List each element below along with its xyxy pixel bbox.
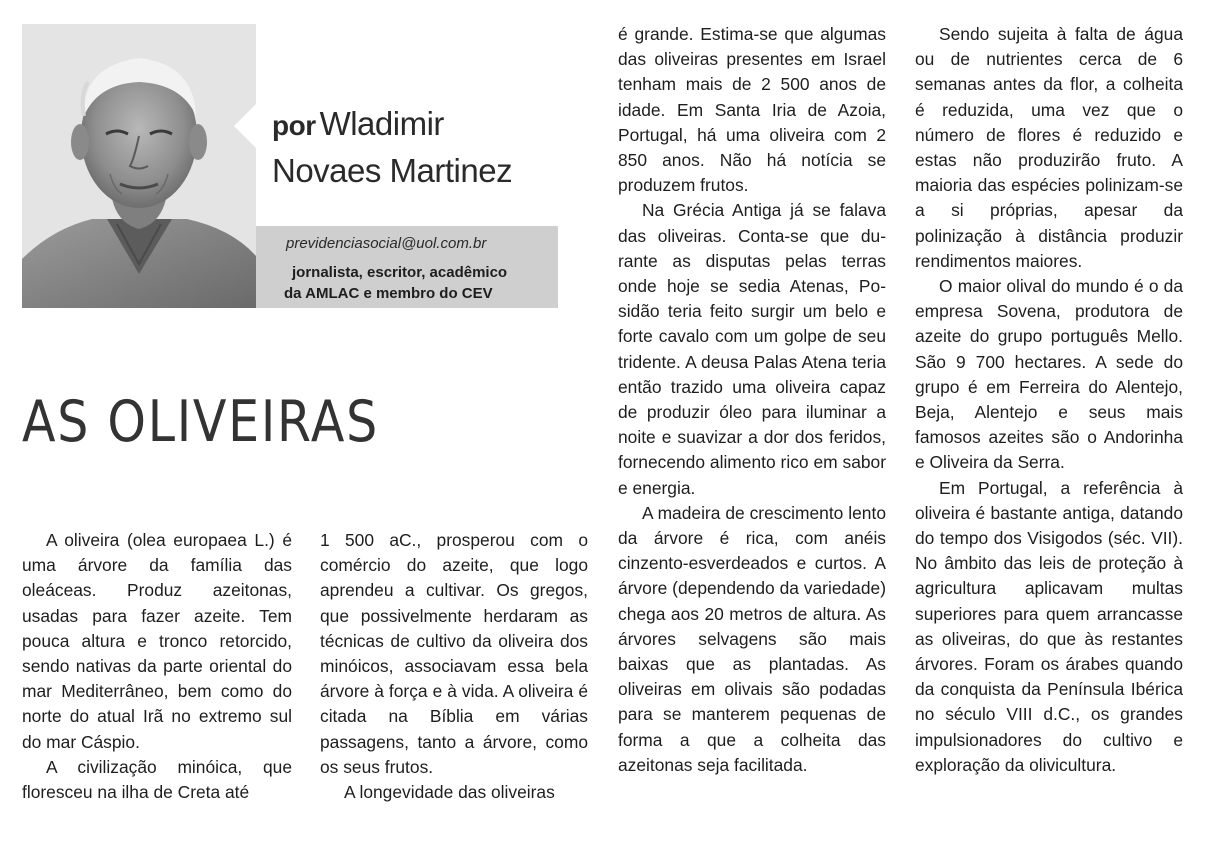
author-bio-line2: da AMLAC e membro do CEV bbox=[284, 285, 493, 302]
article-column-1 bbox=[22, 528, 292, 805]
author-last-name: Novaes Martinez bbox=[272, 152, 513, 189]
paragraph: 1 500 aC., prosperou com o comércio do azeite, que logo aprendeu a cultivar. Os gregos, que possivelmente herdaram as técnicas de cultivo da oliveira dos minóicos, associavam essa bela árvore à força e à vida. A oliveira é citada na Bíblia em várias passagens, tanto a árvore, como os seus frutos. bbox=[320, 530, 588, 777]
paragraph: Em Portugal, a referência à oliveira é bastante antiga, datando do tempo dos Visigodos (séc. VII). No âmbito das leis de proteção à agricultura aplicavam multas superiores para quem arrancasse as oliveiras, do que às restantes árvores. Foram os árabes quando da conquista da Península Ibérica no século VIII d.C., os grandes impulsionadores do cultivo e exploração da olivicultura. bbox=[915, 477, 1183, 775]
paragraph: Sendo sujeita à falta de água ou de nutrientes cerca de 6 semanas antes da flor, a colheita é reduzida, uma vez que o número de flores é reduzido e estas não produzirão fruto. A maioria das espécies polinizam-se a si próprias, apesar da polinização à distância produzir rendimentos maiores. bbox=[915, 24, 1183, 271]
paragraph: Na Grécia Antiga já se falava das oliveiras. Conta-se que durante as disputas pelas terras onde hoje se sedia Atenas, Posidão teria feito surgir um belo e forte cavalo com um golpe de seu tridente. A deusa Palas Atena teria então trazido uma oliveira capaz de produzir óleo para iluminar a noite e suavizar a dor dos feridos, fornecendo alimento rico em sabor e energia. bbox=[618, 200, 886, 498]
author-name-line1 bbox=[272, 104, 572, 151]
author-email: previdenciasocial@uol.com.br bbox=[286, 235, 487, 252]
paragraph: A longevidade das oliveiras bbox=[344, 782, 555, 803]
paragraph: O maior olival do mundo é o da empresa Sovena, produtora de azeite do grupo português Mello. São 9 700 hectares. A sede do grupo é em Ferreira do Alentejo, Beja, Alentejo e seus mais famosos azeites são o Andorinha e Oliveira da Serra. bbox=[915, 276, 1183, 473]
author-byline bbox=[272, 104, 572, 191]
author-bio-line1: jornalista, escritor, acadêmico bbox=[292, 264, 508, 281]
author-prefix: por bbox=[272, 110, 316, 141]
paragraph: A madeira de crescimento lento da árvore é rica, com anéis cinzento-esverdeados e curtos. A árvore (dependendo da variedade) chega aos 20 metros de altura. As árvores selvagens são mais baixas que as plantadas. As oliveiras em olivais são podadas para se manterem pequenas de forma a que a colheita das azeitonas seja facilitada. bbox=[618, 502, 886, 775]
callout-pointer bbox=[234, 104, 256, 148]
author-portrait-illustration bbox=[22, 24, 256, 308]
paragraph: é grande. Estima-se que algumas das oliveiras presentes em Israel tenham mais de 2 500 anos de idade. Em Santa Iria de Azoia, Portugal, há uma oliveira com 2 850 anos. Não há notícia se produzem frutos. bbox=[618, 24, 886, 196]
article-column-3 bbox=[618, 22, 886, 778]
article-column-2 bbox=[320, 528, 588, 805]
author-first-name: Wladimir bbox=[319, 105, 444, 142]
author-bio bbox=[284, 262, 508, 304]
paragraph: A oliveira (olea europaea L.) é uma árvore da família das oleáceas. Produz azeitonas, usadas para fazer azeite. Tem pouca altura e tronco retorcido, sendo nativas da parte oriental do mar Mediterrâneo, bem como do norte do atual Irã no extremo sul do mar Cáspio. bbox=[22, 530, 292, 752]
author-photo bbox=[22, 24, 256, 308]
author-contact-box bbox=[256, 226, 558, 308]
article-column-4 bbox=[915, 22, 1183, 778]
paragraph: A civilização minóica, que floresceu na ilha de Creta até bbox=[22, 756, 292, 803]
article-title: AS OLIVEIRAS bbox=[22, 389, 379, 455]
